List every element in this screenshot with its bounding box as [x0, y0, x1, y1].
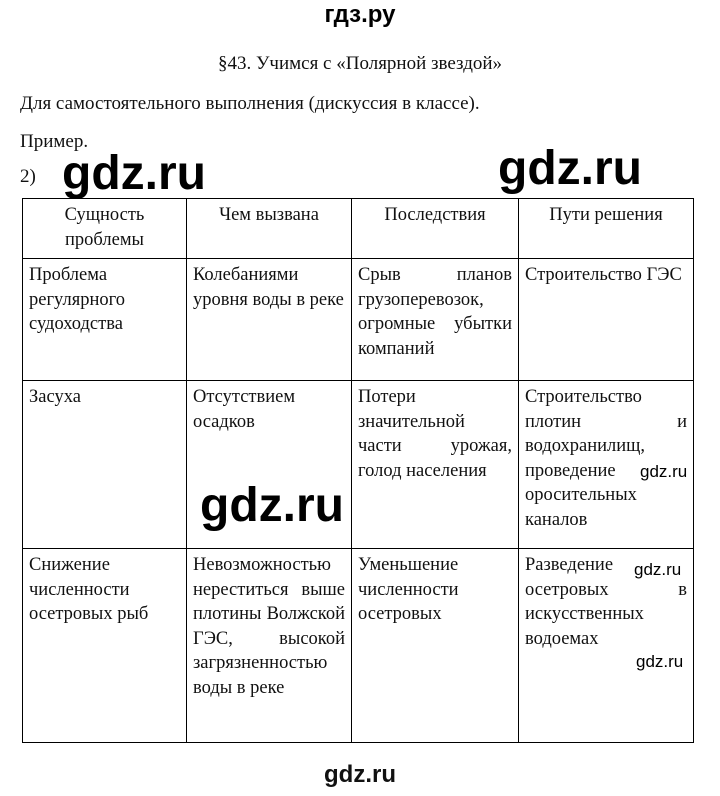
problems-table [22, 198, 694, 743]
watermark-small: gdz.ru [636, 652, 684, 671]
header-cell-solutions: Пути решения [519, 199, 694, 259]
section-title: §43. Учимся с «Полярной звездой» [217, 53, 503, 74]
item-number: 2) [20, 166, 36, 187]
header-cell-consequences: Последствия [352, 199, 519, 259]
table-row [23, 259, 694, 381]
watermark: gdz.ru [200, 479, 344, 532]
watermark-small: gdz.ru [640, 462, 688, 481]
header-cell-essence: Сущность проблемы [23, 199, 187, 259]
table-cell: Потери значительной части урожая, голод населения [352, 381, 519, 549]
site-header: гдз.ру [324, 1, 396, 28]
footer-watermark: gdz.ru [324, 761, 396, 788]
header-cell-cause: Чем вызвана [187, 199, 352, 259]
table-row [23, 381, 694, 549]
table-header-row [23, 199, 694, 259]
table-cell: Отсутствием осадков [187, 381, 352, 549]
table-cell: Снижение численности осетровых рыб [23, 549, 187, 743]
table-cell: Уменьшение численности осетровых [352, 549, 519, 743]
table-cell: Засуха [23, 381, 187, 549]
table-cell: Срыв планов грузоперевозок, огромные убытки компаний [352, 259, 519, 381]
table-cell: Строительство ГЭС [519, 259, 694, 381]
table-cell: Строительство плотин и водохранилищ, проведение оросительных каналов [519, 381, 694, 549]
table-cell: Проблема регулярного судоходства [23, 259, 187, 381]
table-cell: Невозможностью нереститься выше плотины Волжской ГЭС, высокой загрязненностью воды в реке [187, 549, 352, 743]
watermark-small: gdz.ru [634, 560, 682, 579]
example-label: Пример. [20, 131, 89, 152]
table-row [23, 549, 694, 743]
table-cell: Разведение осетровых в искусственных водоемах [519, 549, 694, 743]
watermark: gdz.ru [498, 142, 642, 195]
intro-text: Для самостоятельного выполнения (дискуссия в классе). [20, 93, 480, 114]
table-cell: Колебаниями уровня воды в реке [187, 259, 352, 381]
watermark: gdz.ru [62, 147, 206, 200]
